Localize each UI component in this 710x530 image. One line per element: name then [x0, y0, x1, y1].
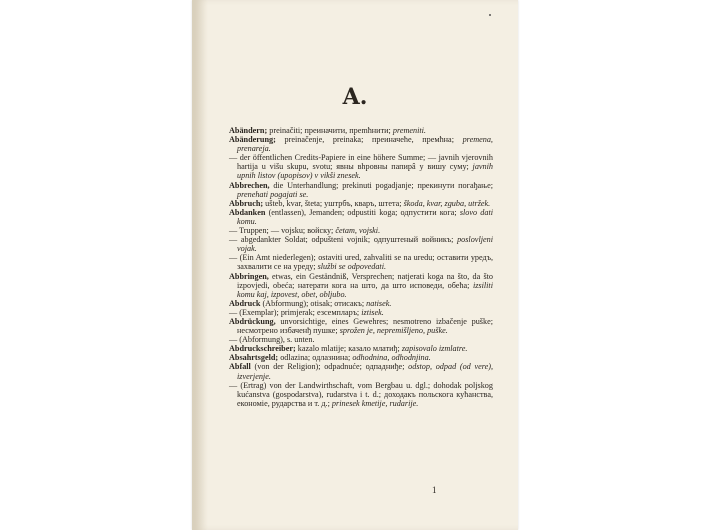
dictionary-entry [229, 308, 493, 317]
entry-headword: Abdruck [229, 298, 261, 308]
dictionary-entry [229, 208, 493, 226]
book-page [192, 0, 518, 530]
entry-headword: Abbruch; [229, 198, 264, 208]
dictionary-entry [229, 235, 493, 253]
dictionary-entry [229, 126, 493, 135]
dictionary-entry [229, 253, 493, 271]
entry-slovene-translation: prenehati pogajati se. [237, 189, 309, 199]
entry-slovene-translation: natisek. [364, 298, 392, 308]
entry-translation: (entlassen), Jemanden; odpustiti koga; одпустити кога; [265, 207, 457, 217]
entry-translation: — (Abformung), s. unten. [229, 335, 315, 345]
entry-translation: unvorsichtige, eines Gewehres; nesmotreno izbačenje puške; несмотрено избаченђ пушке; [237, 316, 493, 336]
entry-headword: Abändern; [229, 126, 268, 135]
page-number: 1 [432, 485, 437, 495]
entry-translation: — (Exemplar); primjerak; езсемпларъ; [229, 307, 360, 317]
entry-slovene-translation: odhodnina, odhodnjina. [350, 353, 431, 363]
entry-slovene-translation: premena, prenareja. [237, 135, 493, 154]
dictionary-entry [229, 335, 493, 344]
entry-slovene-translation: četam, vojski. [333, 226, 381, 236]
dictionary-entry [229, 199, 493, 208]
entry-slovene-translation: škoda, kvar, zguba, utržek. [401, 198, 491, 208]
entry-slovene-translation: poslovljeni vojak. [237, 235, 493, 254]
entry-translation: die Unterhandlung; prekinuti pogadjanje; прекинути погађање; [269, 180, 493, 190]
entry-headword: Abbringen, [229, 271, 269, 281]
entry-slovene-translation: prinesek kmetije, rudarije. [329, 398, 419, 408]
entry-slovene-translation: iztisek. [359, 307, 384, 317]
entry-slovene-translation: izsiliti komu kaj, izpovest, obet, obljubo. [237, 280, 493, 299]
dictionary-entry [229, 135, 493, 153]
entry-translation: — (Ein Amt niederlegen); ostaviti ured, zahvaliti se na uredu; оставити уредъ, захвалити се на уреду; [229, 253, 493, 272]
entry-headword: Abbrechen, [229, 180, 270, 190]
entry-translation: (von der Religion); odpadnuće; одпадниђе; [250, 362, 405, 372]
entry-translation: — Truppen; — vojsku; войску; [229, 226, 334, 236]
dictionary-entries [229, 126, 493, 408]
dictionary-entry [229, 381, 493, 408]
entry-translation: (Abformung); otisak; отисакъ; [260, 298, 365, 308]
entry-slovene-translation: javnih upnih listov (upopisov) v vikši znesek. [237, 162, 494, 181]
entry-slovene-translation: zapisovalo izmlatre. [399, 344, 468, 354]
entry-slovene-translation: slovo dati komu. [237, 207, 493, 226]
entry-translation: ušteb, kvar, šteta; уштрбъ, кваръ, штета; [263, 198, 402, 208]
dictionary-entry [229, 226, 493, 235]
entry-headword: Abdrückung, [229, 316, 276, 326]
section-letter-heading: A. [342, 84, 368, 110]
dictionary-entry [229, 181, 493, 199]
entry-headword: Abfall [229, 362, 251, 372]
dictionary-entry [229, 317, 493, 335]
entry-translation: — der öffentlichen Credits-Papiere in eine höhere Summe; — javnih vjerovnih hartija u višu skupu, svotu; явны вhровны папирâ у вишу суму; [229, 153, 493, 172]
entry-translation: preinačiti; прeиначити, преmћнити; [267, 126, 391, 135]
entry-translation: etwas, ein Geständniß, Versprechen; natjerati koga na što, da što izpovjedi, obeća; натерати кога на што, да што исповеди, обећа; [237, 271, 493, 290]
entry-translation: odlazina; одлазнина; [278, 353, 351, 363]
entry-headword: Abdruckschreiber; [229, 344, 296, 354]
dictionary-entry [229, 272, 493, 299]
entry-translation: kazalo mlatije; казало млатиђ; [295, 344, 400, 354]
entry-slovene-translation: službi se odpovedati. [315, 262, 387, 272]
entry-headword: Abänderung; [229, 135, 276, 145]
entry-translation: — abgedankter Soldat; odpušteni vojnik; одпуштеный войникъ; [229, 235, 454, 245]
dictionary-entry [229, 299, 493, 308]
entry-translation: — (Ertrag) von der Landwirthschaft, vom Bergbau u. dgl.; dohodak poljskog kućanstva (gospodarstva), rudarstva i t. d.; доходакъ польскога кућанства, економiе, рударства и т. д.; [229, 380, 493, 408]
entry-slovene-translation: odstop, odpad (od vere), izverjenje. [237, 362, 494, 381]
dictionary-entry [229, 353, 493, 362]
entry-headword: Absahrtsgeld; [229, 353, 279, 363]
entry-slovene-translation: premeniti. [390, 126, 426, 135]
entry-translation: preinačenje, preinaka; прeиначеће, премћна; [275, 135, 454, 145]
dictionary-entry [229, 344, 493, 353]
entry-headword: Abdanken [229, 207, 266, 217]
entry-slovene-translation: sprožen je, nepremišljeno, puške. [337, 326, 448, 336]
dictionary-entry [229, 362, 493, 380]
dictionary-entry [229, 153, 493, 180]
paper-speck [489, 14, 491, 16]
